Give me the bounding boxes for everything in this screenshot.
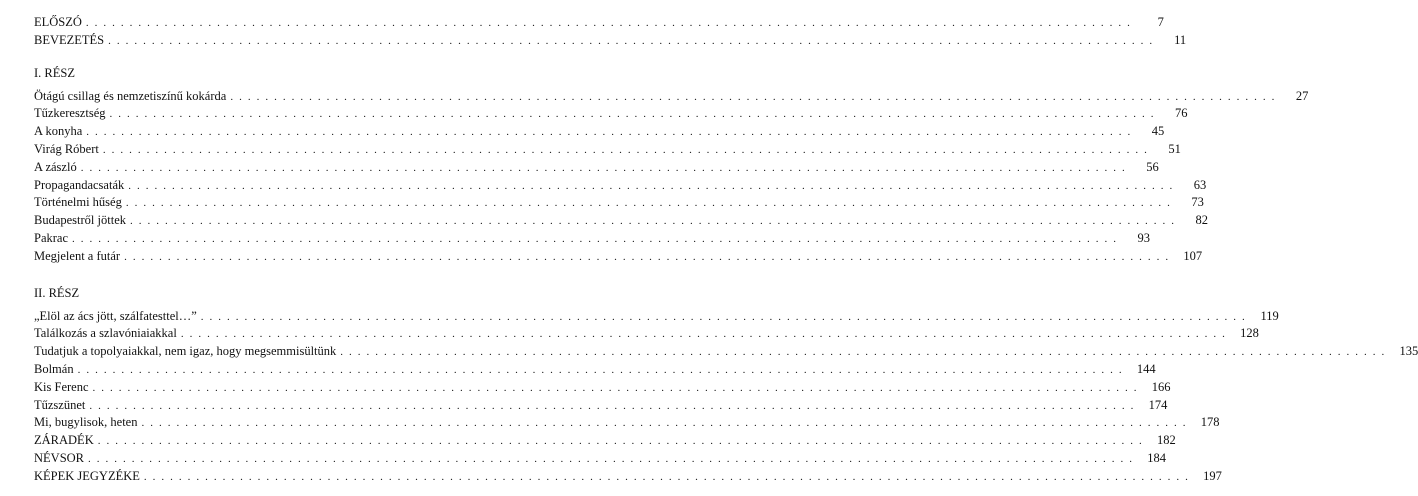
entry-page: 11 (1174, 32, 1187, 47)
entry-page: 27 (1295, 88, 1309, 103)
entry-page: 178 (1200, 415, 1220, 430)
entry-title: Történelmi hűség (34, 195, 122, 210)
dot-leader: ........................................................................................................................ (141, 417, 1192, 430)
part-1-entries (34, 88, 1309, 266)
dot-leader: ........................................................................................................................ (340, 346, 1391, 359)
dot-leader: ........................................................................................................................ (86, 126, 1137, 139)
entry-page: 135 (1399, 344, 1418, 359)
dot-leader: ........................................................................................................................ (130, 215, 1180, 228)
entry-title: Pakrac (34, 230, 69, 245)
dot-leader: ........................................................................................................................ (80, 161, 1131, 174)
toc-entry (34, 414, 1220, 432)
entry-title: ZÁRADÉK (34, 433, 94, 448)
entry-page: 166 (1151, 379, 1171, 394)
entry-page: 107 (1183, 248, 1203, 263)
dot-leader: ........................................................................................................................ (77, 363, 1128, 376)
entry-title: Propagandacsaták (34, 177, 125, 192)
entry-title: Budapestről jöttek (34, 213, 126, 228)
entry-page: 93 (1137, 230, 1151, 245)
toc-entry (34, 468, 1222, 486)
dot-leader: ........................................................................................................................ (92, 381, 1143, 394)
dot-leader: ........................................................................................................................ (128, 179, 1179, 192)
entry-page: 144 (1136, 361, 1156, 376)
toc-entry (34, 14, 1164, 32)
entry-page: 63 (1193, 177, 1207, 192)
entry-page: 174 (1148, 397, 1168, 412)
entry-title: BEVEZETÉS (34, 32, 105, 47)
dot-leader: ........................................................................................................................ (180, 328, 1231, 341)
toc-entry (34, 450, 1167, 468)
entry-page: 51 (1168, 141, 1181, 156)
dot-leader: ........................................................................................................................ (143, 470, 1194, 483)
toc-entry (34, 159, 1159, 177)
dot-leader: ........................................................................................................................ (200, 310, 1251, 323)
dot-leader: ........................................................................................................................ (89, 399, 1140, 412)
part-heading: II. RÉSZ (34, 285, 80, 300)
dot-leader: ........................................................................................................................ (108, 34, 1159, 47)
entry-title: Megjelent a futár (34, 248, 121, 263)
entry-page: 56 (1146, 159, 1159, 174)
entry-title: Bolmán (34, 361, 74, 376)
dot-leader: ........................................................................................................................ (102, 143, 1153, 156)
dot-leader: ........................................................................................................................ (97, 435, 1148, 448)
dot-leader: ........................................................................................................................ (124, 250, 1175, 263)
entry-title: NÉVSOR (34, 450, 85, 465)
entry-title: ELŐSZÓ (34, 15, 82, 29)
entry-title: Kis Ferenc (34, 379, 89, 394)
toc-entry (34, 212, 1208, 230)
entry-page: 76 (1175, 106, 1188, 121)
entry-title: Tudatjuk a topolyaiakkal, nem igaz, hogy megsemmisültünk (34, 344, 337, 359)
entry-title: Ötágú csillag és nemzetiszínű kokárda (34, 88, 227, 103)
toc-entry (34, 177, 1207, 195)
toc-entry (34, 432, 1176, 450)
entry-title: Tűzkeresztség (34, 106, 106, 121)
toc-entry (34, 105, 1188, 123)
toc-entry (34, 308, 1279, 326)
toc-entry (34, 248, 1203, 266)
entry-page: 184 (1147, 450, 1167, 465)
toc-entry (34, 123, 1165, 141)
entry-page: 45 (1151, 124, 1165, 139)
dot-leader: ........................................................................................................................ (88, 452, 1139, 465)
entry-page: 119 (1260, 308, 1279, 323)
entry-page: 73 (1191, 195, 1204, 210)
toc-entry (34, 230, 1151, 248)
entry-page: 7 (1157, 15, 1164, 29)
toc-entry (34, 379, 1171, 397)
part-heading: I. RÉSZ (34, 65, 75, 80)
entry-title: Virág Róbert (34, 141, 99, 156)
toc-entry (34, 32, 1187, 50)
entry-title: A zászló (34, 159, 77, 174)
toc-entry (34, 325, 1259, 343)
dot-leader: ........................................................................................................................ (72, 232, 1123, 245)
dot-leader: ........................................................................................................................ (125, 197, 1176, 210)
toc-entry (34, 343, 1418, 361)
part-2-entries (34, 308, 1418, 486)
table-of-contents (34, 14, 1418, 486)
entry-page: 197 (1203, 468, 1222, 483)
entry-page: 128 (1240, 326, 1259, 341)
entry-title: „Elöl az ács jött, szálfatesttel…” (34, 308, 197, 323)
entry-title: KÉPEK JEGYZÉKE (34, 468, 140, 483)
dot-leader: ........................................................................................................................ (109, 108, 1160, 121)
dot-leader: ........................................................................................................................ (85, 17, 1136, 29)
entry-title: Tűzszünet (34, 397, 86, 412)
toc-entry (34, 397, 1168, 415)
toc-entry (34, 194, 1204, 212)
entry-title: Találkozás a szlavóniaiakkal (34, 326, 177, 341)
entry-page: 182 (1156, 433, 1176, 448)
dot-leader: ........................................................................................................................ (230, 90, 1281, 103)
toc-entry (34, 361, 1156, 379)
entry-title: A konyha (34, 124, 83, 139)
entry-title: Mi, bugylisok, heten (34, 415, 138, 430)
entry-page: 82 (1195, 213, 1208, 228)
toc-entry (34, 141, 1181, 159)
toc-entry (34, 88, 1309, 106)
